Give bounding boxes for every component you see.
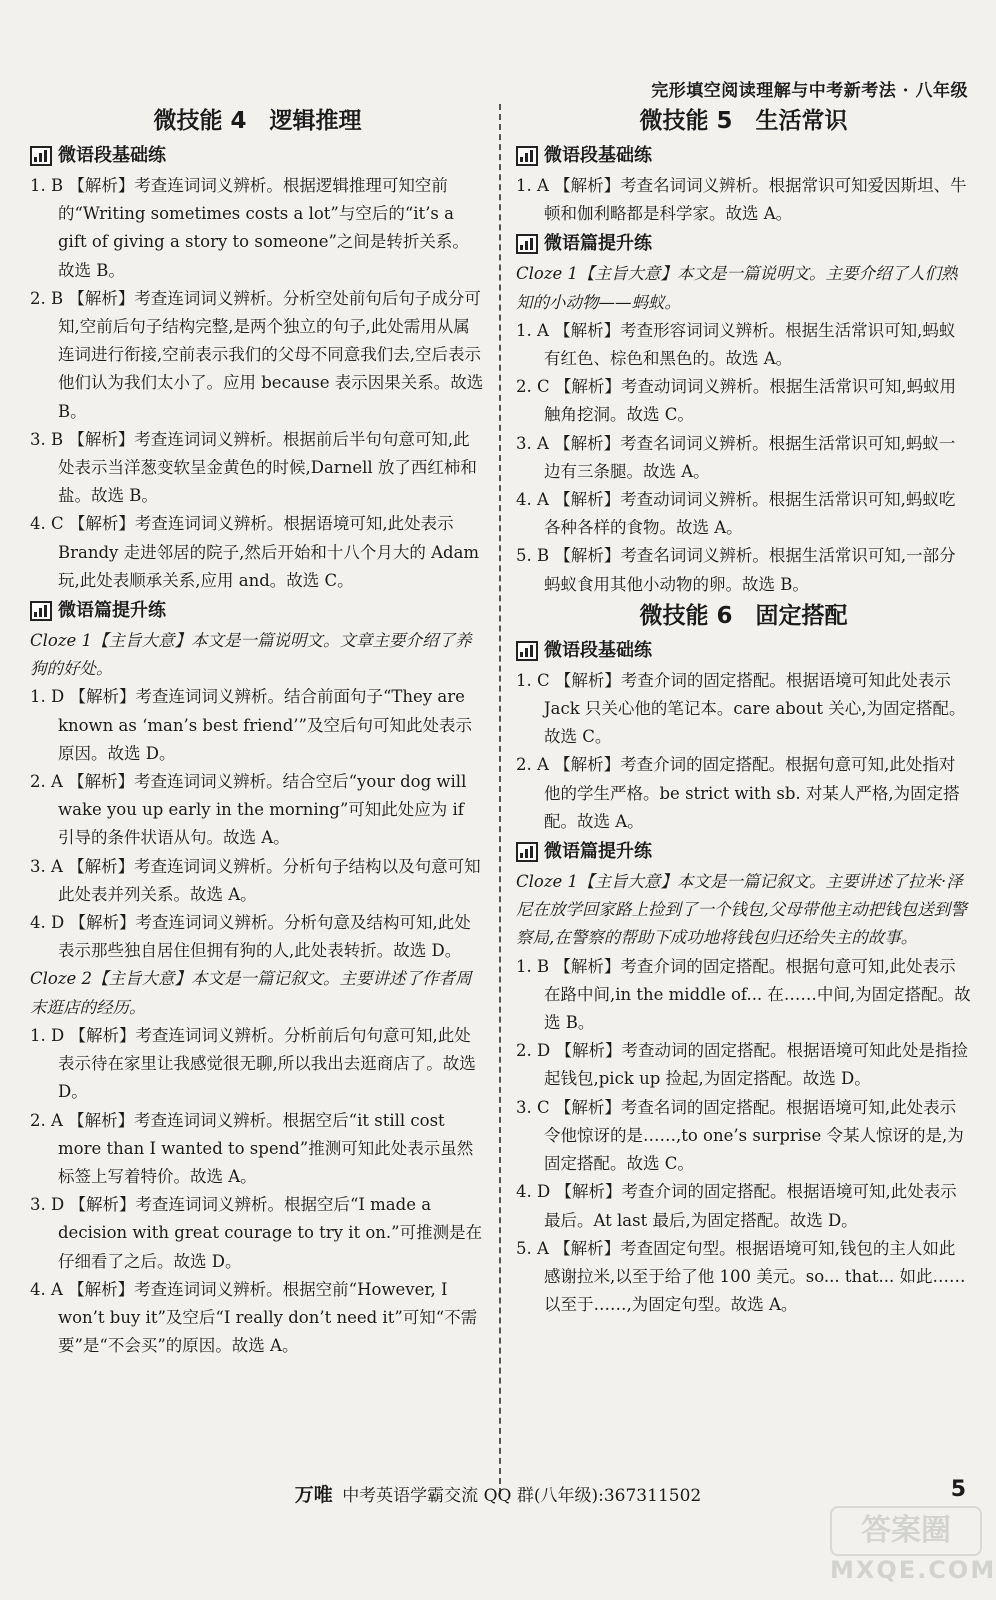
answer-item: 4. C 【解析】考查连词词义辨析。根据语境可知,此处表示 Brandy 走进邻居的院子,然后开始和十八个月大的 Adam 玩,此处表顺承关系,应用 and。故选 C。 <box>30 514 480 590</box>
bar-chart-icon <box>516 234 538 254</box>
running-header: 完形填空阅读理解与中考新考法 · 八年级 <box>651 81 968 101</box>
answer-item: 3. A 【解析】考查名词词义辨析。根据生活常识可知,蚂蚁一边有三条腿。故选 A。 <box>516 433 956 481</box>
answer-item: 1. D 【解析】考查连词词义辨析。结合前面句子“They are known as ‘man’s best friend’”及空后句可知此处表示原因。故选 D。 <box>30 687 472 763</box>
subheading-basic <box>516 637 971 665</box>
answer-item: 3. A 【解析】考查连词词义辨析。分析句子结构以及句意可知此处表并列关系。故选 A。 <box>30 856 481 904</box>
page-footer <box>0 1480 996 1507</box>
answer-item: 4. D 【解析】考查连词词义辨析。分析句意及结构可知,此处表示那些独自居住但拥有狗的人,此处表转折。故选 D。 <box>30 913 471 961</box>
subheading-label: 微语篇提升练 <box>544 233 652 255</box>
subheading-basic <box>516 142 971 170</box>
cloze-summary: Cloze 1【主旨大意】本文是一篇说明文。文章主要介绍了养狗的好处。 <box>30 631 472 679</box>
column-divider <box>499 104 501 1494</box>
watermark-title: 答案圈 <box>830 1506 982 1556</box>
answer-item: 2. A 【解析】考查连词词义辨析。结合空后“your dog will wake you up early in the morning”可知此处应为 if 引导的条件状语从句。故选 A。 <box>30 772 467 848</box>
brand-logo-text: 万唯 <box>294 1484 333 1506</box>
subheading-label: 微语篇提升练 <box>58 600 166 622</box>
answer-item: 4. A 【解析】考查连词词义辨析。根据空前“However, I won’t buy it”及空后“I really don’t need it”可知“不需要”是“不会买”的原因。故选 A。 <box>30 1279 478 1356</box>
answer-item: 5. A 【解析】考查固定句型。根据语境可知,钱包的主人如此感谢拉米,以至于给了他 100 美元。so... that... 如此……以至于……,为固定句型。故选 A。 <box>516 1238 966 1315</box>
answer-item: 1. A 【解析】考查形容词词义辨析。根据生活常识可知,蚂蚁有红色、棕色和黑色的。故选 A。 <box>516 320 956 369</box>
subheading-basic <box>30 142 485 170</box>
answer-item: 4. D 【解析】考查介词的固定搭配。根据语境可知,此处表示最后。At last 最后,为固定搭配。故选 D。 <box>516 1182 957 1230</box>
bar-chart-icon <box>516 146 538 166</box>
watermark-logo <box>830 1506 996 1596</box>
section-title-skill-6: 微技能 6 固定搭配 <box>639 602 848 629</box>
bar-chart-icon <box>30 601 52 621</box>
footer-text: 中考英语学霸交流 QQ 群(八年级):367311502 <box>342 1486 702 1506</box>
section-title-skill-5: 微技能 5 生活常识 <box>639 108 848 134</box>
subheading-advanced <box>30 597 485 625</box>
cloze-summary: Cloze 2【主旨大意】本文是一篇记叙文。主要讲述了作者周末逛店的经历。 <box>30 969 472 1017</box>
answer-item: 2. D 【解析】考查动词的固定搭配。根据语境可知此处是指捡起钱包,pick up 捡起,为固定搭配。故选 D。 <box>516 1041 968 1089</box>
subheading-label: 微语段基础练 <box>544 145 652 166</box>
answer-item: 1. B 【解析】考查介词的固定搭配。根据句意可知,此处表示在路中间,in the middle of... 在……中间,为固定搭配。故选 B。 <box>516 956 971 1033</box>
subheading-label: 微语段基础练 <box>58 145 166 166</box>
answer-item: 2. A 【解析】考查介词的固定搭配。根据句意可知,此处指对他的学生严格。be strict with sb. 对某人严格,为固定搭配。故选 A。 <box>516 755 960 831</box>
answer-item: 1. B 【解析】考查连词词义辨析。根据逻辑推理可知空前的“Writing sometimes costs a lot”与空后的“it’s a gift of giving a story to someone”之间是转折关系。故选 B。 <box>30 176 469 280</box>
bar-chart-icon <box>30 146 52 166</box>
cloze-summary: Cloze 1【主旨大意】本文是一篇记叙文。主要讲述了拉米·泽尼在放学回家路上捡到了一个钱包,父母带他主动把钱包送到警察局,在警察的帮助下成功地将钱包归还给失主的故事。 <box>516 872 967 948</box>
cloze-summary: Cloze 1【主旨大意】本文是一篇说明文。主要介绍了人们熟知的小动物——蚂蚁。 <box>516 264 958 312</box>
answer-item: 1. A 【解析】考查名词词义辨析。根据常识可知爱因斯坦、牛顿和伽利略都是科学家。故选 A。 <box>516 176 967 224</box>
answer-item: 2. B 【解析】考查连词词义辨析。分析空处前句后句子成分可知,空前后句子结构完整,是两个独立的句子,此处需用从属连词进行衔接,空前表示我们的父母不同意我们去,空后表示他们认为我们太小了。应用 because 表示因果关系。故选 B。 <box>30 288 484 421</box>
answer-item: 1. C 【解析】考查介词的固定搭配。根据语境可知此处表示 Jack 只关心他的笔记本。care about 关心,为固定搭配。故选 C。 <box>516 670 966 747</box>
page-number: 5 <box>950 1477 966 1502</box>
left-column <box>30 104 485 1360</box>
answer-item: 2. A 【解析】考查连词词义辨析。根据空后“it still cost more than I wanted to spend”推测可知此处表示虽然标签上写着特价。故选 A。 <box>30 1110 474 1186</box>
watermark-url: MXQE.COM <box>830 1556 996 1584</box>
subheading-label: 微语段基础练 <box>544 639 652 661</box>
subheading-advanced <box>516 838 971 866</box>
answer-item: 2. C 【解析】考查动词词义辨析。根据生活常识可知,蚂蚁用触角挖洞。故选 C。 <box>516 377 957 425</box>
subheading-advanced <box>516 230 971 258</box>
answer-item: 3. C 【解析】考查名词的固定搭配。根据语境可知,此处表示令他惊讶的是……,to one’s surprise 令某人惊讶的是,为固定搭配。故选 C。 <box>516 1097 964 1174</box>
right-column <box>516 104 971 1319</box>
answer-item: 1. D 【解析】考查连词词义辨析。分析前后句句意可知,此处表示待在家里让我感觉很无聊,所以我出去逛商店了。故选 D。 <box>30 1025 476 1102</box>
answer-item: 3. D 【解析】考查连词词义辨析。根据空后“I made a decision with great courage to try it on.”可推测是在仔细看了之后。故选 D。 <box>30 1195 483 1271</box>
answer-item: 4. A 【解析】考查动词词义辨析。根据生活常识可知,蚂蚁吃各种各样的食物。故选 A。 <box>516 490 956 538</box>
bar-chart-icon <box>516 842 538 862</box>
bar-chart-icon <box>516 641 538 661</box>
answer-item: 5. B 【解析】考查名词词义辨析。根据生活常识可知,一部分蚂蚁食用其他小动物的卵。故选 B。 <box>516 546 956 594</box>
section-title-skill-4: 微技能 4 逻辑推理 <box>153 108 362 134</box>
answer-item: 3. B 【解析】考查连词词义辨析。根据前后半句句意可知,此处表示当洋葱变软呈金黄色的时候,Darnell 放了西红柿和盐。故选 B。 <box>30 429 477 506</box>
subheading-label: 微语篇提升练 <box>544 841 652 863</box>
